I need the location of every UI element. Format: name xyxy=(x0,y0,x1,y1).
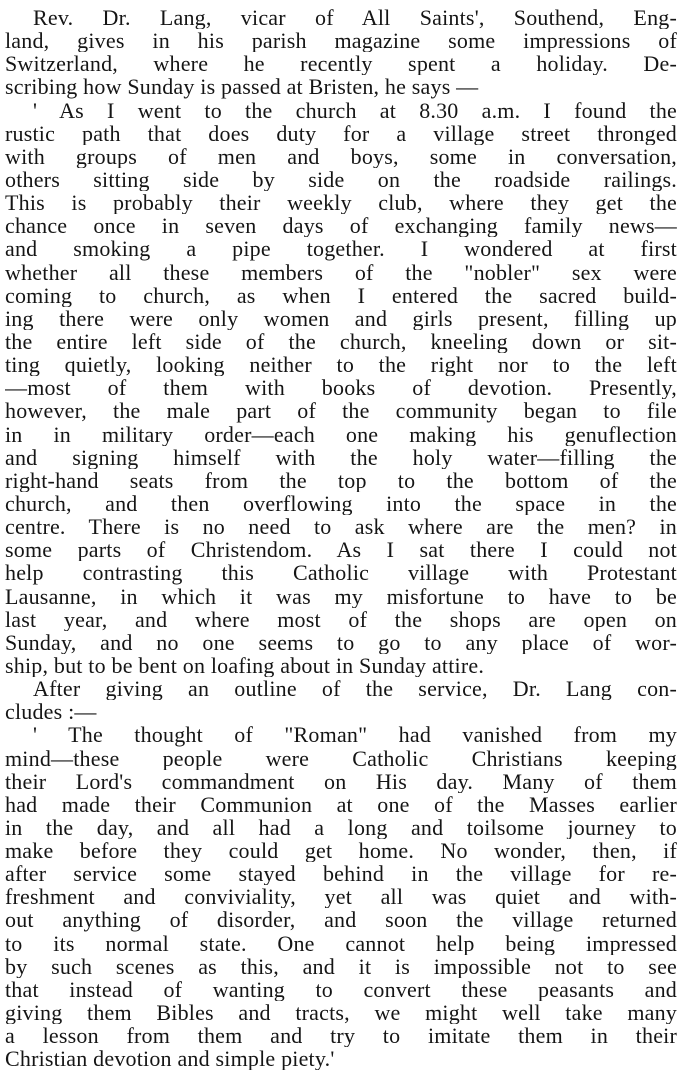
text-line: right-hand seats from the top to the bottom of the xyxy=(5,468,677,492)
text-line: last year, and where most of the shops are open on xyxy=(5,607,677,631)
text-line: ting quietly, looking neither to the right nor to the left xyxy=(5,353,677,377)
text-line: ship, but to be bent on loafing about in Sunday attire. xyxy=(5,653,485,678)
text-line: the entire left side of the church, kneeling down or sit- xyxy=(5,329,677,354)
text-line: help contrasting this Catholic village with Protestant xyxy=(5,561,677,585)
text-line: and signing himself with the holy water—filling the xyxy=(5,445,677,469)
text-line: by such scenes as this, and it is impossible not to see xyxy=(5,954,677,978)
text-line: ' As I went to the church at 8.30 a.m. I found the xyxy=(33,98,677,122)
text-line: that instead of wanting to convert these peasants and xyxy=(5,977,677,1002)
text-line: Lausanne, in which it was my misfortune to have to be xyxy=(5,584,677,608)
text-line: church, and then overflowing into the space in the xyxy=(5,491,677,516)
text-line: mind—these people were Catholic Christians keeping xyxy=(5,746,677,770)
text-line: chance once in seven days of exchanging family news— xyxy=(5,214,677,238)
text-line: others sitting side by side on the roadside railings. xyxy=(5,167,677,192)
text-line: to its normal state. One cannot help being impressed xyxy=(5,931,677,955)
text-line: after service some stayed behind in the village for re- xyxy=(5,862,677,886)
text-line: giving them Bibles and tracts, we might well take many xyxy=(5,1001,677,1025)
text-line: freshment and conviviality, yet all was quiet and with- xyxy=(5,885,677,909)
text-line: scribing how Sunday is passed at Bristen, he says — xyxy=(5,75,479,99)
text-line: make before they could get home. No wonder, then, if xyxy=(5,839,677,863)
text-line: Sunday, and no one seems to go to any place of wor- xyxy=(5,630,677,654)
text-line: cludes :— xyxy=(5,700,97,724)
text-line: Rev. Dr. Lang, vicar of All Saints', Southend, Eng- xyxy=(33,6,677,30)
text-line: ing there were only women and girls present, filling up xyxy=(5,306,677,330)
text-line: —most of them with books of devotion. Presently, xyxy=(5,376,677,400)
text-line: in in military order—each one making his genuflection xyxy=(5,422,677,446)
text-line: Christian devotion and simple piety.' xyxy=(5,1047,335,1071)
text-line: ' The thought of "Roman" had vanished from my xyxy=(33,723,677,747)
text-line: centre. There is no need to ask where are the men? in xyxy=(5,515,677,539)
text-line: whether all these members of the "nobler" sex were xyxy=(5,260,677,284)
article-column xyxy=(5,6,677,1070)
text-line: out anything of disorder, and soon the village returned xyxy=(5,908,677,932)
text-line: a lesson from them and try to imitate them in their xyxy=(5,1024,677,1048)
text-line: coming to church, as when I entered the sacred build- xyxy=(5,283,677,307)
text-line: had made their Communion at one of the Masses earlier xyxy=(5,792,677,816)
text-line: some parts of Christendom. As I sat there I could not xyxy=(5,538,677,562)
text-line: After giving an outline of the service, Dr. Lang con- xyxy=(33,677,677,701)
text-line: Switzerland, where he recently spent a holiday. De- xyxy=(5,52,677,76)
text-line: and smoking a pipe together. I wondered at first xyxy=(5,237,677,261)
text-line: This is probably their weekly club, where they get the xyxy=(5,191,677,215)
text-line: however, the male part of the community began to file xyxy=(5,399,677,423)
text-line: rustic path that does duty for a village street thronged xyxy=(5,121,677,145)
text-line: in the day, and all had a long and toilsome journey to xyxy=(5,815,677,840)
text-line: with groups of men and boys, some in conversation, xyxy=(5,144,677,168)
text-line: land, gives in his parish magazine some impressions of xyxy=(5,29,677,53)
text-line: their Lord's commandment on His day. Many of them xyxy=(5,769,677,793)
